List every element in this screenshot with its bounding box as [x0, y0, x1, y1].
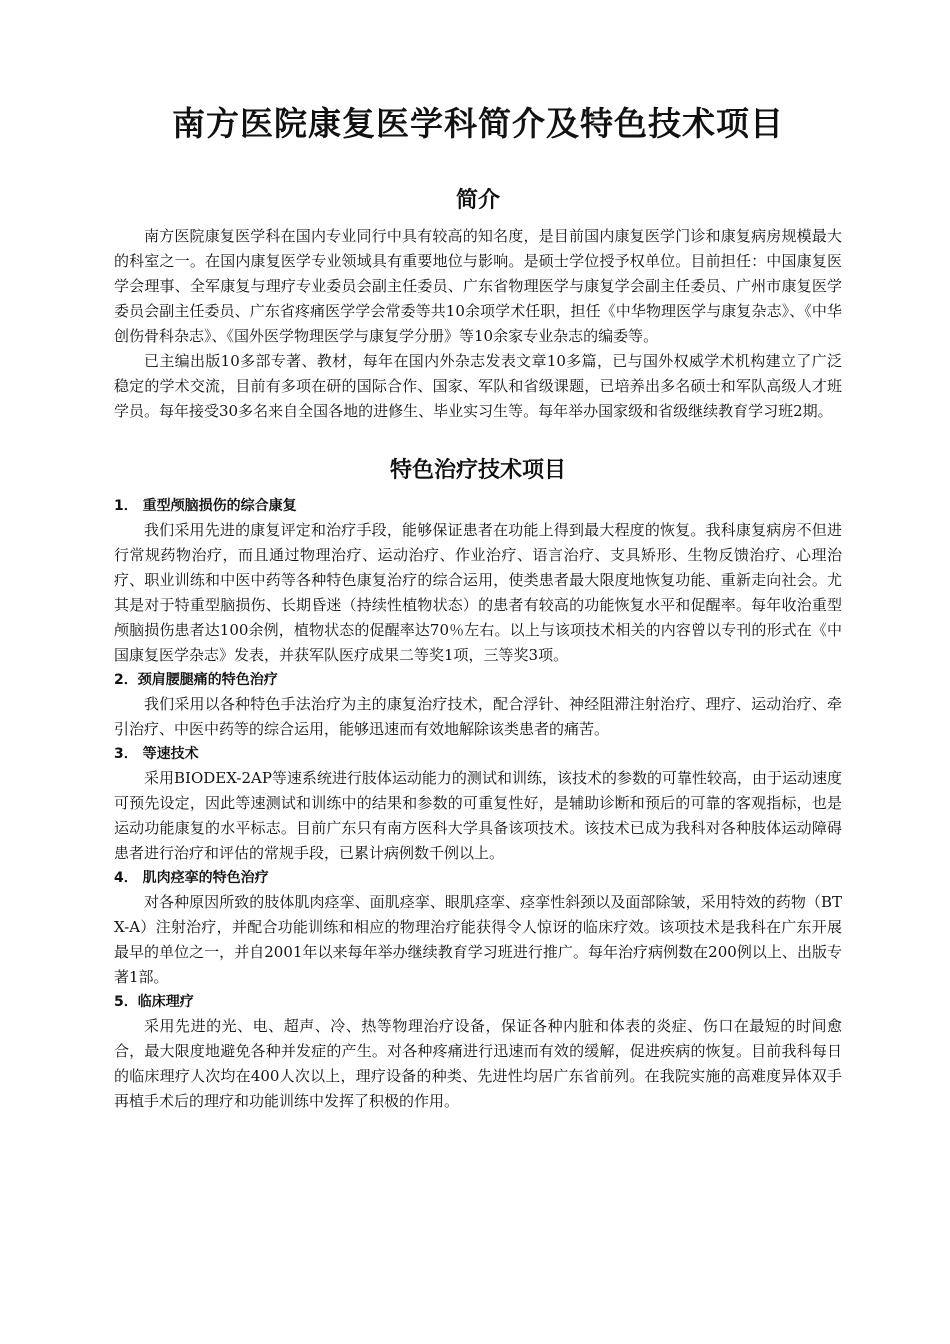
- special-item-text: 我们采用先进的康复评定和治疗手段，能够保证患者在功能上得到最大程度的恢复。我科康复病房不但进行常规药物治疗，而且通过物理治疗、运动治疗、作业治疗、语言治疗、支具矫形、生物反馈治疗、心理治疗、职业训练和中医中药等各种特色康复治疗的综合运用，使类患者最大限度地恢复功能、重新走向社会。尤其是对于特重型脑损伤、长期昏迷（持续性植物状态）的患者有较高的功能恢复水平和促醒率。每年收治重型颅脑损伤患者达100余例，植物状态的促醒率达70％左右。以上与该项技术相关的内容曾以专刊的形式在《中国康复医学杂志》发表，并获军队医疗成果二等奖1项，三等奖3项。: [114, 521, 842, 664]
- special-item-heading: 5．临床理疗: [114, 994, 194, 1010]
- special-item-2: [114, 668, 842, 742]
- special-items: [114, 494, 842, 1114]
- intro-heading: 简介: [455, 188, 500, 213]
- special-item-heading: 4． 肌肉痉挛的特色治疗: [114, 870, 269, 886]
- special-item-text: 采用先进的光、电、超声、冷、热等物理治疗设备，保证各种内脏和体表的炎症、伤口在最短的时间愈合，最大限度地避免各种并发症的产生。对各种疼痛进行迅速而有效的缓解，促进疾病的恢复。目前我科每日的临床理疗人次均在400人次以上，理疗设备的种类、先进性均居广东省前列。在我院实施的高难度异体双手再植手术后的理疗和功能训练中发挥了积极的作用。: [114, 1017, 842, 1110]
- special-item-text: 对各种原因所致的肢体肌肉痉挛、面肌痉挛、眼肌痉挛、痉挛性斜颈以及面部除皱，采用特效的药物（BTX-A）注射治疗，并配合功能训练和相应的物理治疗能获得令人惊讶的临床疗效。该项技术是我科在广东开展最早的单位之一，并自2001年以来每年举办继续教育学习班进行推广。每年治疗病例数在200例以上、出版专著1部。: [114, 893, 842, 986]
- special-item-4: [114, 866, 842, 990]
- document-page: [114, 96, 842, 1114]
- special-item-text: 我们采用以各种特色手法治疗为主的康复治疗技术，配合浮针、神经阻滞注射治疗、理疗、运动治疗、牵引治疗、中医中药等的综合运用，能够迅速而有效地解除该类患者的痛苦。: [114, 695, 842, 738]
- special-item-3: [114, 742, 842, 866]
- special-item-heading: 1． 重型颅脑损伤的综合康复: [114, 498, 297, 514]
- intro-paragraph-1: 南方医院康复医学科在国内专业同行中具有较高的知名度，是目前国内康复医学门诊和康复病房规模最大的科室之一。在国内康复医学专业领域具有重要地位与影响。是硕士学位授予权单位。目前担任：中国康复医学会理事、全军康复与理疗专业委员会副主任委员、广东省物理医学与康复学会副主任委员、广州市康复医学委员会副主任委员、广东省疼痛医学学会常委等共10余项学术任职，担任《中华物理医学与康复杂志》、《中华创伤骨科杂志》、《国外医学物理医学与康复学分册》等10余家专业杂志的编委等。: [114, 227, 842, 345]
- document-title: 南方医院康复医学科简介及特色技术项目: [172, 104, 784, 143]
- special-item-text: 采用BIODEX-2AP等速系统进行肢体运动能力的测试和训练，该技术的参数的可靠性较高，由于运动速度可预先设定，因此等速测试和训练中的结果和参数的可重复性好，是辅助诊断和预后的可靠的客观指标，也是运动功能康复的水平标志。目前广东只有南方医科大学具备该项技术。该技术已成为我科对各种肢体运动障碍患者进行治疗和评估的常规手段，已累计病例数千例以上。: [114, 769, 842, 862]
- special-item-5: [114, 990, 842, 1114]
- special-item-heading: 2．颈肩腰腿痛的特色治疗: [114, 672, 278, 688]
- special-item-1: [114, 494, 842, 668]
- special-heading: 特色治疗技术项目: [389, 458, 566, 483]
- intro-section: [114, 224, 842, 424]
- intro-paragraph-2: 已主编出版10多部专著、教材，每年在国内外杂志发表文章10多篇，已与国外权威学术机构建立了广泛稳定的学术交流，目前有多项在研的国际合作、国家、军队和省级课题，已培养出多名硕士和军队高级人才班学员。每年接受30多名来自全国各地的进修生、毕业实习生等。每年举办国家级和省级继续教育学习班2期。: [114, 352, 842, 420]
- special-item-heading: 3． 等速技术: [114, 746, 199, 762]
